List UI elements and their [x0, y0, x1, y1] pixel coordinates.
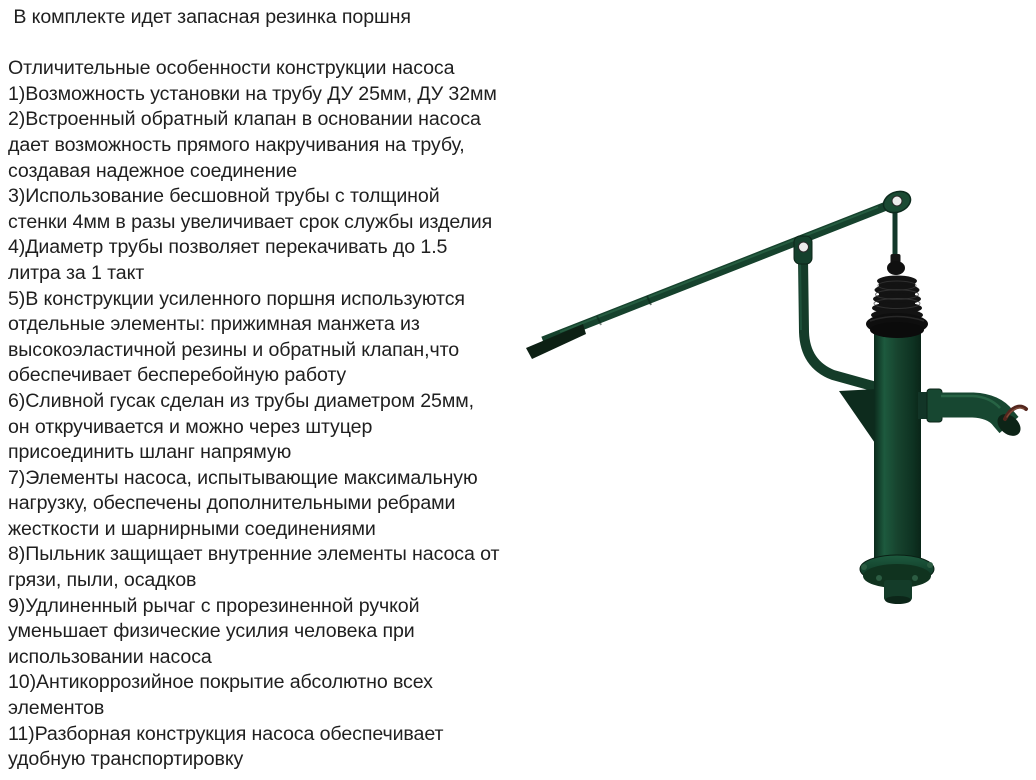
description-line: Отличительные особенности конструкции насоса: [8, 57, 455, 80]
description-line: создавая надежное соединение: [8, 159, 298, 182]
description-line: грязи, пыли, осадков: [8, 569, 197, 592]
description-line: дает возможность прямого накручивания на трубу,: [8, 133, 465, 156]
description-line: 9)Удлиненный рычаг с прорезиненной ручкой: [8, 594, 420, 617]
lever-handle: [526, 203, 894, 359]
spout: [918, 389, 1026, 440]
bellows-dust-cover: [866, 254, 928, 338]
description-line: стенки 4мм в разы увеличивает срок службы изделия: [8, 210, 493, 233]
clevis-bolt: [799, 242, 809, 252]
description-line: отдельные элементы: прижимная манжета из: [8, 313, 420, 336]
description-line: литра за 1 такт: [8, 261, 145, 284]
clevis-joint: [794, 236, 812, 264]
description-line: 7)Элементы насоса, испытывающие максимальную: [8, 466, 478, 489]
threaded-fitting: [884, 580, 912, 604]
pump-cylinder: [874, 330, 921, 560]
description-line: 4)Диаметр трубы позволяет перекачивать до 1.5: [8, 236, 448, 259]
description-line: 5)В конструкции усиленного поршня используются: [8, 287, 465, 310]
description-line: удобную транспортировку: [8, 748, 244, 771]
description-line: высокоэластичной резины и обратный клапан,что: [8, 338, 460, 361]
pivot-bolt: [892, 196, 902, 206]
description-line: 3)Использование бесшовной трубы с толщиной: [8, 185, 440, 208]
description-line: 10)Антикоррозийное покрытие абсолютно всех: [8, 671, 433, 694]
handle-grip: [526, 324, 586, 359]
gusset-rib: [839, 389, 877, 446]
description-line: 11)Разборная конструкция насоса обеспечивает: [8, 722, 444, 745]
description-line: использовании насоса: [8, 645, 212, 668]
description-line: 2)Встроенный обратный клапан в основании насоса: [8, 108, 481, 131]
description-line: 8)Пыльник защищает внутренние элементы насоса от: [8, 543, 500, 566]
description-line: 6)Сливной гусак сделан из трубы диаметром 25мм,: [8, 389, 474, 412]
base-flange: [860, 555, 934, 604]
description-line: элементов: [8, 697, 105, 720]
description-line: нагрузку, обеспечены дополнительными ребрами: [8, 492, 456, 515]
description-line: жесткости и шарнирными соединениями: [8, 517, 376, 540]
description-line: 1)Возможность установки на трубу ДУ 25мм, ДУ 32мм: [8, 82, 497, 105]
pivot-joint: [880, 187, 913, 216]
description-line: В комплекте идет запасная резинка поршня: [8, 6, 411, 28]
description-line: уменьшает физические усилия человека при: [8, 620, 415, 643]
description-line: обеспечивает бесперебойную работу: [8, 364, 347, 387]
description-line: присоединить шланг напрямую: [8, 441, 292, 464]
description-line: он откручивается и можно через штуцер: [8, 415, 373, 438]
